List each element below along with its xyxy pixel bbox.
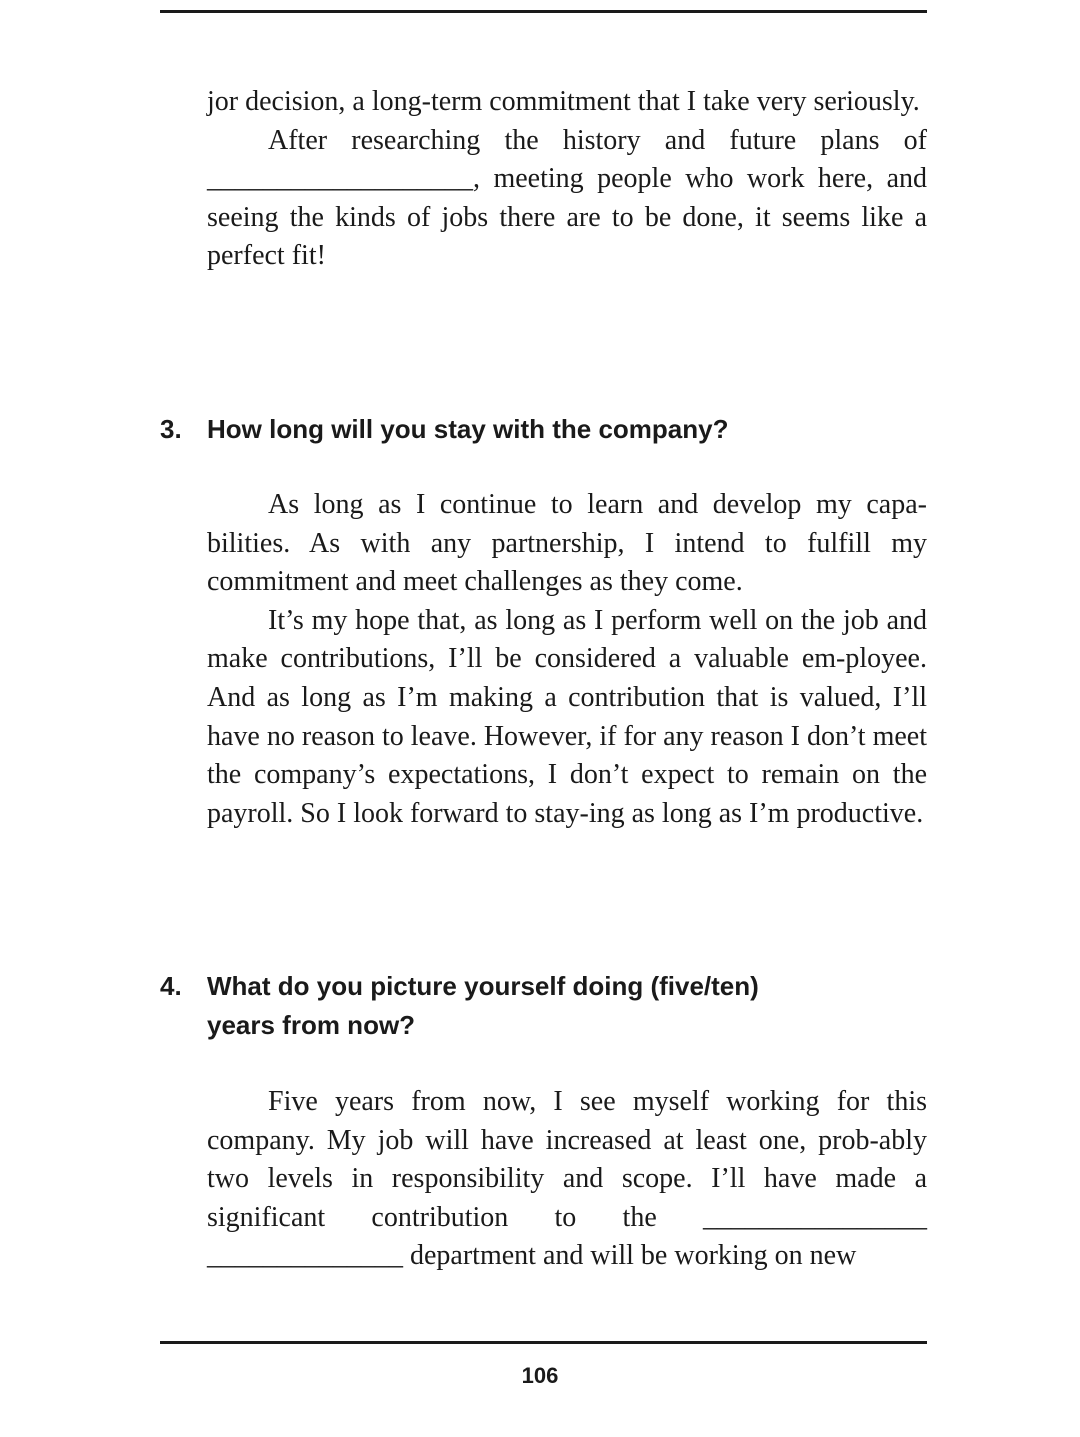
question-title-line-1: What do you picture yourself doing (five/ten) bbox=[207, 971, 759, 1001]
question-3-heading bbox=[160, 410, 927, 449]
answer-paragraph-2: It’s my hope that, as long as I perform well on the job and make contributions, I’ll be considered a valuable em-ployee. And as long as I’m making a contribution that is valued, I’ll have no reason to leave. However, if for any reason I don’t meet the company’s expectations, I don’t expect to remain on the payroll. So I look forward to stay-ing as long as I’m productive. bbox=[207, 604, 927, 829]
continuation-text bbox=[207, 83, 927, 276]
page-number: 106 bbox=[521, 1363, 559, 1388]
question-number: 3. bbox=[160, 414, 182, 444]
top-rule bbox=[160, 10, 927, 13]
question-4-answer bbox=[207, 1083, 927, 1276]
answer-paragraph bbox=[207, 1083, 927, 1276]
question-number: 4. bbox=[160, 971, 182, 1001]
fill-in-blank-company: ___________________ bbox=[207, 163, 473, 195]
text-after-blank: , meeting people who work here, and seeing the kinds of jobs there are to be done, it seems like a perfect fit! bbox=[207, 163, 927, 272]
paragraph-end: jor decision, a long-term commitment that I take very seriously. bbox=[207, 86, 920, 117]
question-title: How long will you stay with the company? bbox=[207, 414, 729, 444]
paragraph-research bbox=[207, 122, 927, 276]
bottom-rule bbox=[160, 1341, 927, 1344]
fill-in-blank-department-1: ________________ bbox=[703, 1201, 927, 1233]
text-after-blank: department and will be working on new bbox=[410, 1240, 857, 1272]
fill-in-blank-department-2: ______________ bbox=[207, 1240, 403, 1272]
text-before-blank: Five years from now, I see myself working for this company. My job will have increased at least one, prob-ably two levels in responsibility and scope. I’ll have made a significant contribution to the bbox=[207, 1086, 927, 1233]
answer-paragraph-1: As long as I continue to learn and develop my capa-bilities. As with any partnership, I intend to fulfill my commitment and meet challenges as they come. bbox=[207, 489, 927, 598]
question-title-line-2: years from now? bbox=[207, 1010, 416, 1040]
question-3-answer bbox=[207, 486, 927, 833]
text-before-blank: After researching the history and future plans of bbox=[268, 124, 927, 156]
question-4-heading bbox=[160, 967, 927, 1045]
